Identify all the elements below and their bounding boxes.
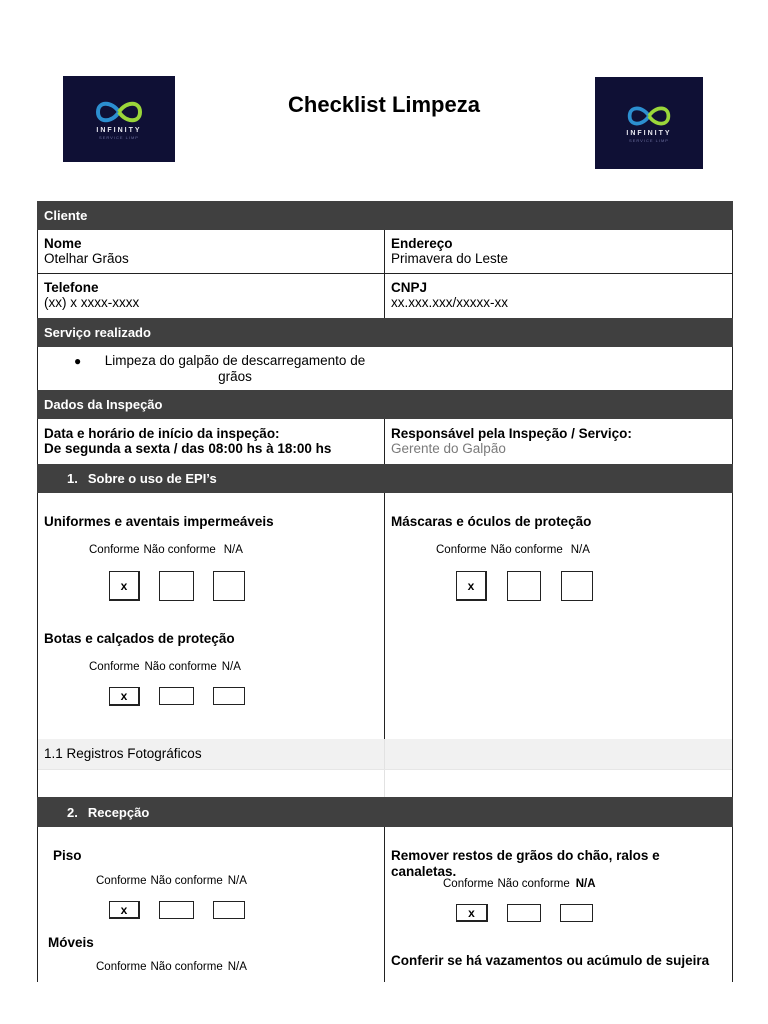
- logo-text: INFINITY: [626, 129, 672, 137]
- client-name-value: Otelhar Grãos: [44, 251, 129, 266]
- checkbox-nao-conforme[interactable]: [159, 901, 194, 919]
- question-masks: Máscaras e óculos de proteção: [391, 514, 592, 529]
- question-remove-grain: Remover restos de grãos do chão, ralos e canaletas.: [391, 848, 660, 879]
- options-labels: Conforme Não conforme N/A: [96, 961, 247, 973]
- logo-subtext: SERVICE LIMP: [99, 134, 139, 140]
- inspection-date-value: De segunda a sexta / das 08:00 hs à 18:00 hs: [44, 441, 332, 456]
- question-boots: Botas e calçados de proteção: [44, 631, 235, 646]
- checkbox-nao-conforme[interactable]: [159, 687, 194, 705]
- inspection-date-label: Data e horário de início da inspeção:: [44, 426, 280, 441]
- checkbox-na[interactable]: [213, 901, 245, 919]
- options-labels: Conforme Não conforme N/A: [89, 661, 241, 673]
- checkbox-nao-conforme[interactable]: [159, 571, 194, 601]
- question-furniture: Móveis: [48, 935, 94, 950]
- checkbox-na[interactable]: [561, 571, 593, 601]
- client-phone-cell: [37, 274, 384, 310]
- checkbox-conforme[interactable]: x: [456, 571, 487, 601]
- client-name-label: Nome: [44, 236, 82, 251]
- client-cnpj-cell: [384, 274, 732, 310]
- options-labels: Conforme Não conforme N/A: [89, 544, 243, 556]
- inspection-responsible-cell: [384, 420, 732, 456]
- service-bullet: ●: [74, 354, 82, 368]
- client-name-cell: [37, 230, 384, 266]
- client-phone-label: Telefone: [44, 280, 99, 295]
- checkbox-conforme[interactable]: x: [456, 904, 488, 922]
- company-logo-right: [595, 77, 703, 169]
- section-band-client: Cliente: [37, 201, 733, 230]
- inspection-date-cell: [37, 420, 384, 456]
- question-leaks: Conferir se há vazamentos ou acúmulo de sujeira: [391, 953, 710, 968]
- section-band-epi: 1. Sobre o uso de EPI’s: [37, 464, 733, 493]
- checkbox-nao-conforme[interactable]: [507, 904, 541, 922]
- client-cnpj-value: xx.xxx.xxx/xxxxx-xx: [391, 295, 508, 310]
- checkbox-na[interactable]: [560, 904, 593, 922]
- checkbox-conforme[interactable]: x: [109, 687, 140, 706]
- options-labels: Conforme Não conforme N/A: [96, 875, 247, 887]
- column-divider-light: [384, 739, 385, 797]
- logo-subtext: SERVICE LIMP: [629, 137, 669, 143]
- checkbox-nao-conforme[interactable]: [507, 571, 541, 601]
- checkbox-na[interactable]: [213, 571, 245, 601]
- company-logo-left: [63, 76, 175, 162]
- question-uniforms: Uniformes e aventais impermeáveis: [44, 514, 274, 529]
- client-address-label: Endereço: [391, 236, 453, 251]
- client-address-cell: [384, 230, 732, 266]
- section-band-inspection: Dados da Inspeção: [37, 390, 733, 419]
- section-band-reception: 2. Recepção: [37, 797, 733, 827]
- column-divider: [384, 493, 385, 739]
- checkbox-conforme[interactable]: x: [109, 901, 140, 919]
- question-floor: Piso: [53, 848, 82, 863]
- inspection-responsible-value: Gerente do Galpão: [391, 441, 506, 456]
- logo-text: INFINITY: [96, 126, 142, 134]
- section-band-service: Serviço realizado: [37, 318, 733, 347]
- checkbox-na[interactable]: [213, 687, 245, 705]
- page-title: Checklist Limpeza: [288, 92, 480, 117]
- client-phone-value: (xx) x xxxx-xxxx: [44, 295, 140, 310]
- row-divider-light: [38, 769, 732, 770]
- photo-record-label: 1.1 Registros Fotográficos: [44, 746, 202, 761]
- options-labels: Conforme Não conforme N/A: [436, 544, 590, 556]
- inspection-responsible-label: Responsável pela Inspeção / Serviço:: [391, 426, 632, 441]
- service-item: Limpeza do galpão de descarregamento de grãos: [104, 353, 366, 384]
- options-labels: Conforme Não conforme N/A: [443, 878, 596, 890]
- client-cnpj-label: CNPJ: [391, 280, 428, 295]
- client-address-value: Primavera do Leste: [391, 251, 509, 266]
- column-divider: [384, 827, 385, 982]
- infinity-icon: [624, 104, 674, 128]
- checkbox-conforme[interactable]: x: [109, 571, 140, 601]
